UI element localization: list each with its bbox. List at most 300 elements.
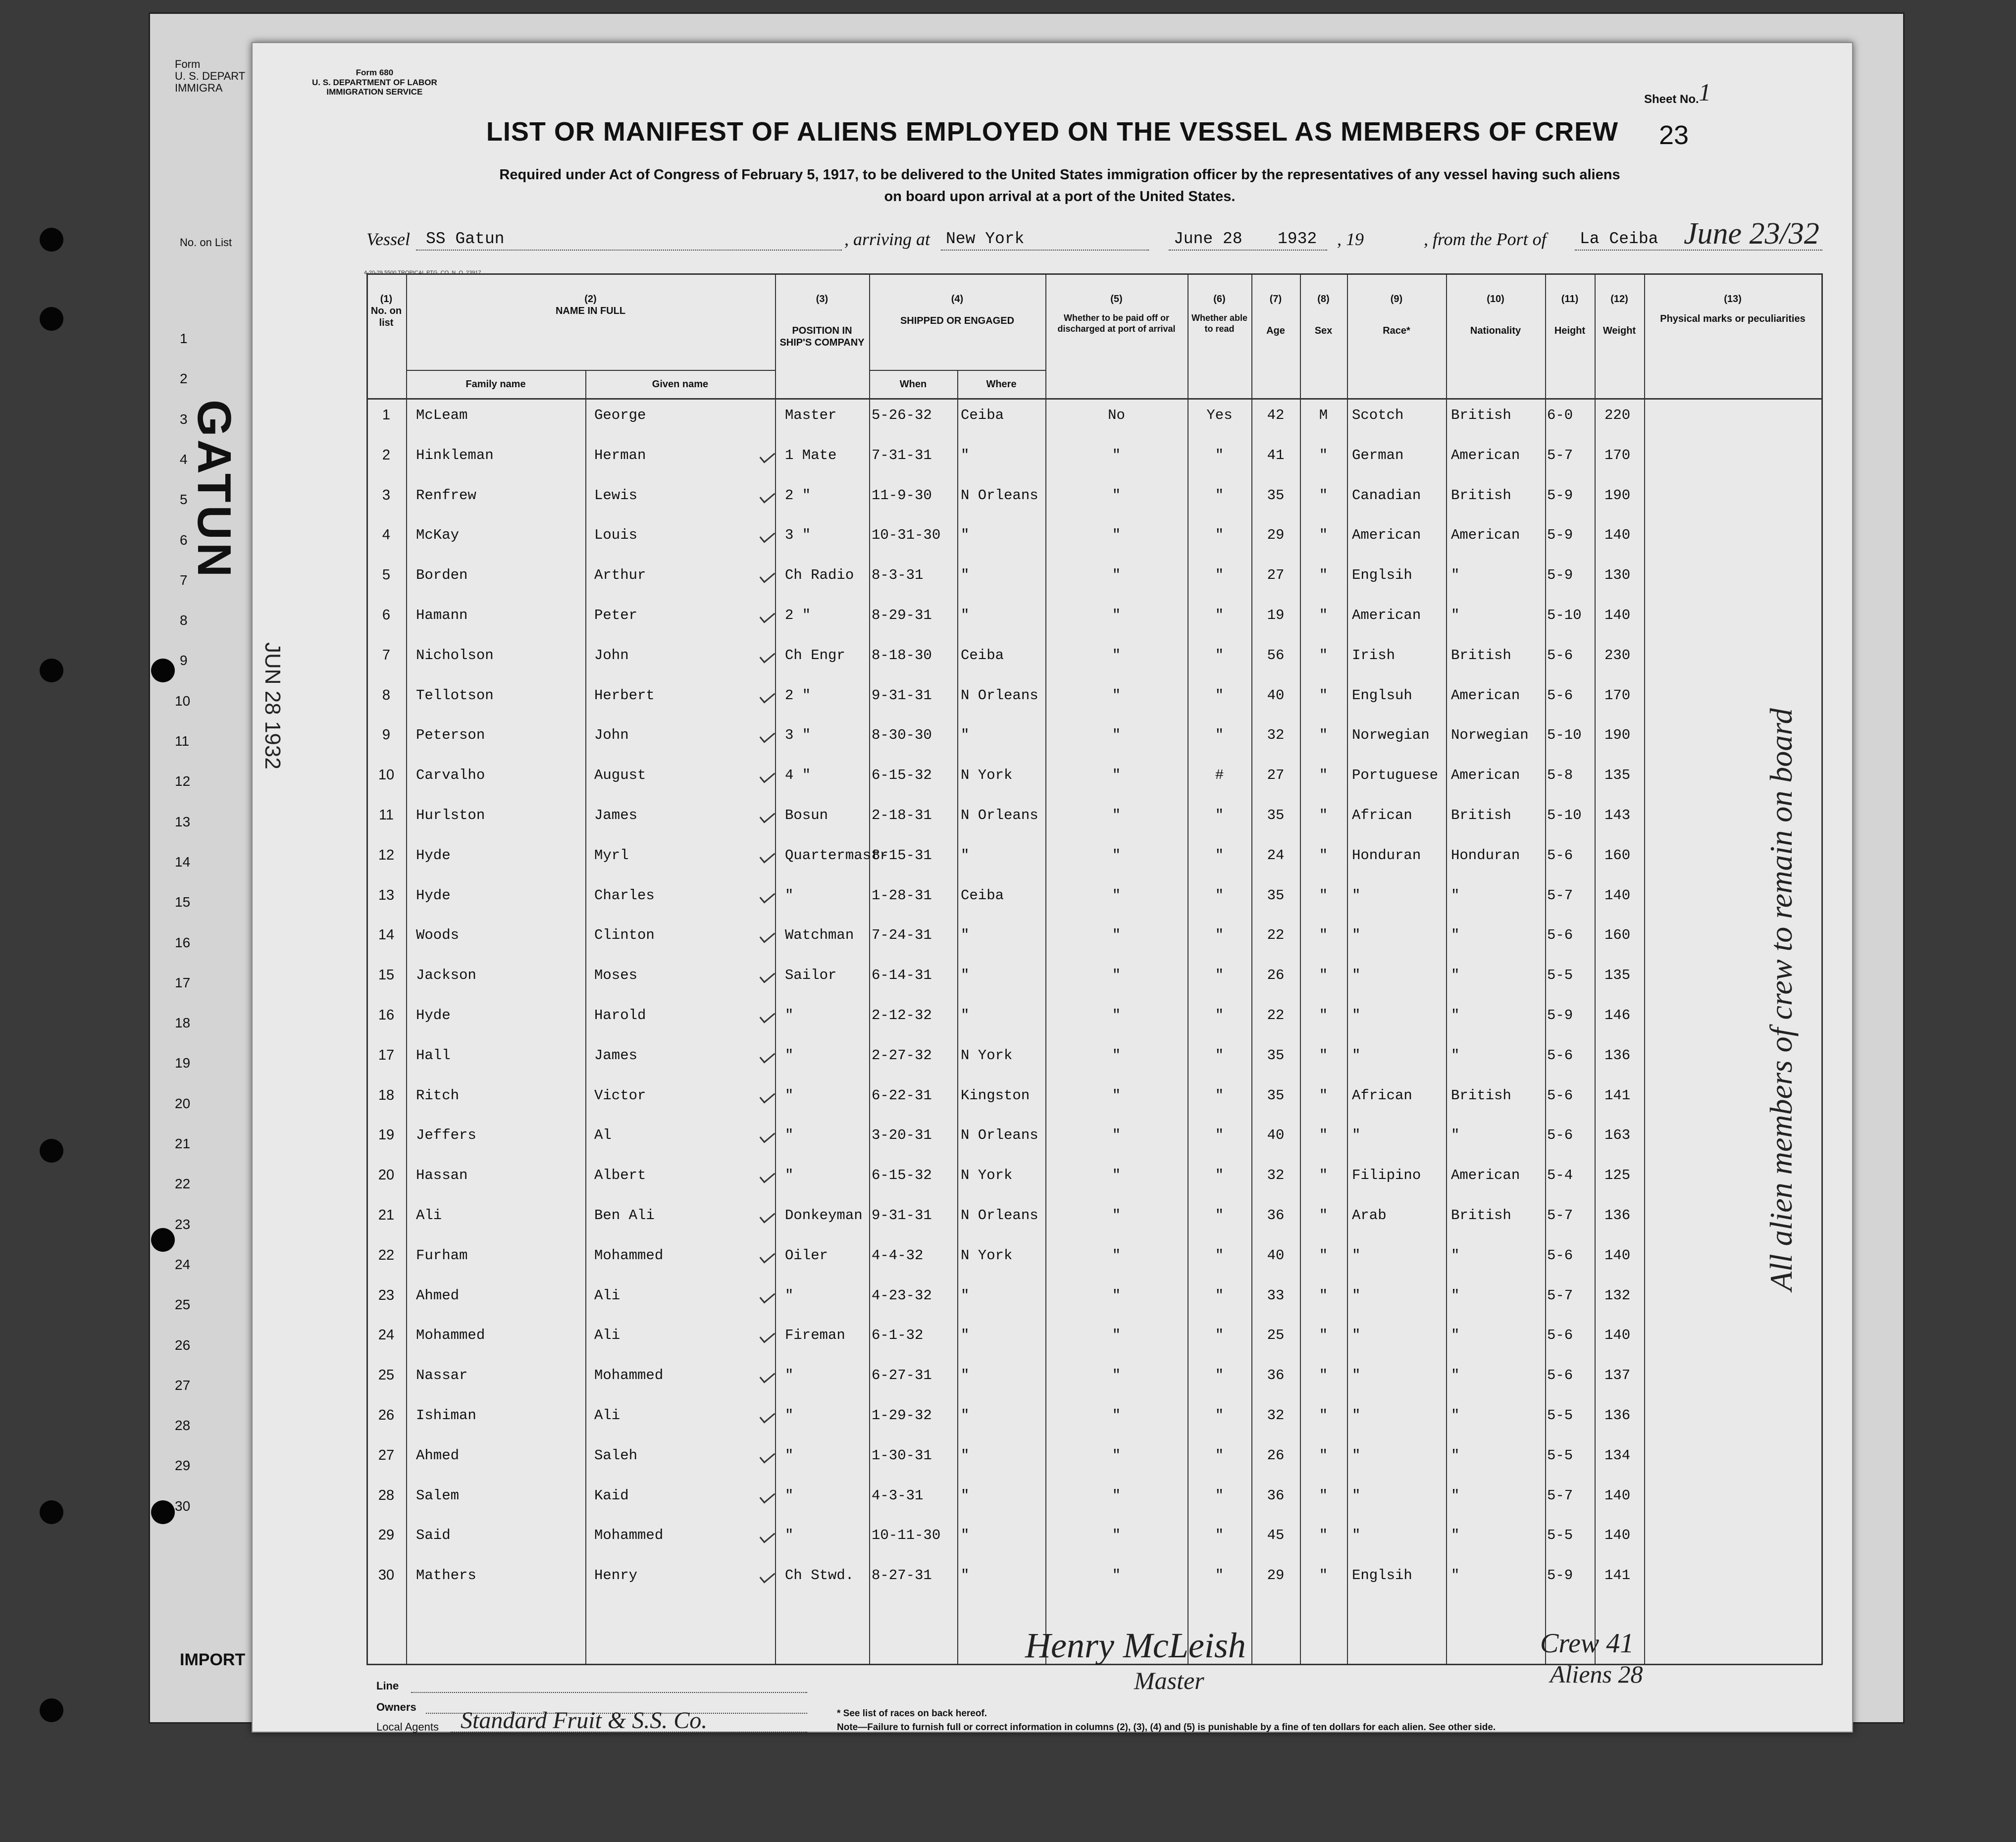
cell-height: 5-6 <box>1547 1367 1573 1384</box>
cell-family: Mohammed <box>416 1327 485 1344</box>
cell-given: Harold <box>594 1007 646 1023</box>
cell-sex: " <box>1319 1247 1328 1264</box>
cell-when: 8-30-30 <box>872 727 932 744</box>
cell-height: 5-6 <box>1547 1127 1573 1144</box>
cell-position: Bosun <box>785 807 828 823</box>
col-line <box>957 370 958 1665</box>
cell-where: " <box>961 1447 970 1464</box>
cell-weight: 135 <box>1604 767 1631 784</box>
check-mark <box>760 1088 775 1103</box>
cell-given: James <box>594 807 638 823</box>
cell-height: 5-8 <box>1547 767 1573 784</box>
cell-no: 27 <box>378 1447 395 1463</box>
cell-paid-off: " <box>1112 1247 1121 1264</box>
col-title-no: No. on list <box>370 306 402 328</box>
cell-given: Mohammed <box>594 1247 664 1264</box>
cell-read: " <box>1215 807 1224 823</box>
col-line <box>775 273 776 1665</box>
check-mark <box>760 648 775 663</box>
col-header-read <box>1188 293 1251 334</box>
col-header-when: When <box>899 379 927 390</box>
cell-read: " <box>1215 847 1224 864</box>
under-line-number: 24 <box>175 1256 191 1272</box>
col-header-given-name: Given name <box>652 379 709 390</box>
cell-race: " <box>1352 1047 1361 1064</box>
handwritten-side-note: All alien members of crew to remain on board <box>1763 708 1799 1291</box>
cell-position: " <box>785 1447 794 1464</box>
cell-given: Arthur <box>594 567 646 584</box>
cell-age: 42 <box>1267 407 1285 423</box>
cell-read: " <box>1215 1167 1224 1184</box>
cell-nationality: " <box>1451 887 1460 904</box>
cell-nationality: " <box>1451 1127 1460 1144</box>
name-subheader-rule <box>406 370 775 371</box>
cell-weight: 136 <box>1604 1047 1631 1064</box>
col-header-age <box>1251 293 1300 337</box>
col-title-physical-marks: Physical marks or peculiarities <box>1660 313 1806 324</box>
cell-position: " <box>785 1287 794 1304</box>
cell-sex: " <box>1319 1447 1328 1464</box>
under-line-number: 16 <box>175 934 191 950</box>
cell-race: " <box>1352 1127 1361 1144</box>
cell-read: " <box>1215 1327 1224 1344</box>
cell-weight: 141 <box>1604 1087 1631 1104</box>
cell-weight: 140 <box>1604 1327 1631 1344</box>
manifest-table <box>366 273 1822 1665</box>
check-mark <box>760 528 775 543</box>
cell-age: 26 <box>1267 967 1285 984</box>
cell-where: " <box>961 1007 970 1023</box>
cell-sex: " <box>1319 567 1328 584</box>
cell-read: " <box>1215 1007 1224 1023</box>
cell-given: Saleh <box>594 1447 638 1464</box>
cell-when: 2-12-32 <box>872 1007 932 1023</box>
under-line-number: 1 <box>180 331 188 346</box>
cell-read: " <box>1215 1247 1224 1264</box>
cell-position: Quartermastr <box>785 847 888 864</box>
cell-when: 1-30-31 <box>872 1447 932 1464</box>
cell-age: 45 <box>1267 1527 1285 1544</box>
form-number: Form 680 <box>356 68 394 77</box>
check-mark <box>760 1569 775 1584</box>
cell-nationality: " <box>1451 1447 1460 1464</box>
cell-weight: 136 <box>1604 1407 1631 1424</box>
arriving-port: New York <box>946 230 1025 248</box>
cell-when: 10-11-30 <box>872 1527 941 1544</box>
under-line-number: 30 <box>175 1498 191 1514</box>
cell-paid-off: " <box>1112 1367 1121 1384</box>
cell-race: " <box>1352 1487 1361 1504</box>
col-header-where: Where <box>986 379 1017 390</box>
cell-height: 5-7 <box>1547 1487 1573 1504</box>
cell-age: 36 <box>1267 1487 1285 1504</box>
col-title-read: Whether able to read <box>1191 313 1248 334</box>
line-label: Line <box>376 1680 399 1692</box>
cell-race: African <box>1352 807 1412 823</box>
check-mark <box>760 1448 775 1463</box>
check-mark <box>760 1369 775 1383</box>
cell-paid-off: " <box>1112 1447 1121 1464</box>
under-line-number: 27 <box>175 1377 191 1393</box>
cell-given: John <box>594 727 629 744</box>
col-title-weight: Weight <box>1602 325 1636 336</box>
cell-weight: 190 <box>1604 727 1631 744</box>
binder-hole <box>40 659 63 682</box>
cell-position: 1 Mate <box>785 447 837 463</box>
cell-weight: 140 <box>1604 527 1631 544</box>
cell-read: Yes <box>1206 407 1233 423</box>
under-line-number: 7 <box>180 572 188 588</box>
cell-sex: " <box>1319 1367 1328 1384</box>
under-line-number: 25 <box>175 1297 191 1313</box>
cell-nationality: American <box>1451 447 1520 463</box>
check-mark <box>760 1488 775 1503</box>
service-name: IMMIGRATION SERVICE <box>326 87 423 97</box>
cell-no: 5 <box>382 567 391 583</box>
cell-nationality: " <box>1451 607 1460 623</box>
cell-no: 4 <box>382 527 391 543</box>
col-header-weight <box>1595 293 1644 337</box>
master-title: Master <box>1134 1667 1204 1694</box>
binder-hole <box>40 1698 63 1722</box>
cell-position: Ch Engr <box>785 647 845 664</box>
cell-when: 6-1-32 <box>872 1327 924 1344</box>
cell-sex: " <box>1319 927 1328 944</box>
cell-read: " <box>1215 1447 1224 1464</box>
col-line <box>1545 273 1546 1665</box>
cell-race: Irish <box>1352 647 1396 664</box>
cell-age: 24 <box>1267 847 1285 864</box>
cell-paid-off: " <box>1112 1007 1121 1023</box>
cell-read: " <box>1215 1127 1224 1144</box>
check-mark <box>760 888 775 903</box>
cell-when: 6-15-32 <box>872 1167 932 1184</box>
cell-where: N Orleans <box>961 1127 1038 1144</box>
cell-sex: " <box>1319 1207 1328 1224</box>
cell-given: Albert <box>594 1167 646 1184</box>
cell-position: Watchman <box>785 927 854 944</box>
check-mark <box>760 728 775 743</box>
cell-when: 4-23-32 <box>872 1287 932 1304</box>
cell-race: Scotch <box>1352 407 1404 423</box>
cell-read: " <box>1215 1407 1224 1424</box>
cell-weight: 125 <box>1604 1167 1631 1184</box>
cell-height: 5-6 <box>1547 1247 1573 1264</box>
cell-when: 2-27-32 <box>872 1047 932 1064</box>
col-number-8: (8) <box>1317 294 1330 305</box>
cell-where: N Orleans <box>961 1207 1038 1224</box>
cell-paid-off: " <box>1112 1327 1121 1344</box>
cell-weight: 160 <box>1604 847 1631 864</box>
cell-paid-off: " <box>1112 567 1121 584</box>
cell-when: 6-15-32 <box>872 767 932 784</box>
cell-family: Mathers <box>416 1567 476 1584</box>
col-title-paid-off: Whether to be paid off or discharged at port of arrival <box>1057 313 1176 334</box>
cell-paid-off: " <box>1112 1567 1121 1584</box>
cell-height: 5-5 <box>1547 1447 1573 1464</box>
cell-position: Donkeyman <box>785 1207 863 1224</box>
cell-sex: " <box>1319 487 1328 504</box>
cell-weight: 140 <box>1604 607 1631 623</box>
cell-read: " <box>1215 727 1224 744</box>
cell-when: 8-15-31 <box>872 847 932 864</box>
cell-when: 4-3-31 <box>872 1487 924 1504</box>
cell-position: " <box>785 1007 794 1023</box>
binder-hole <box>40 1139 63 1163</box>
cell-weight: 130 <box>1604 567 1631 584</box>
col-line <box>406 273 407 1665</box>
cell-age: 35 <box>1267 1047 1285 1064</box>
cell-nationality: British <box>1451 1087 1511 1104</box>
cell-nationality: " <box>1451 1327 1460 1344</box>
cell-race: German <box>1352 447 1404 463</box>
cell-age: 36 <box>1267 1207 1285 1224</box>
cell-where: " <box>961 1487 970 1504</box>
sheet-number-label: Sheet No. <box>1644 93 1699 106</box>
date-suffix-label: , 19 <box>1337 229 1364 249</box>
binder-hole <box>40 307 63 331</box>
cell-weight: 140 <box>1604 1487 1631 1504</box>
cell-sex: " <box>1319 807 1328 823</box>
under-line-number: 8 <box>180 613 188 628</box>
col-header-physical-marks <box>1644 293 1821 325</box>
cell-family: Ahmed <box>416 1447 460 1464</box>
cell-read: " <box>1215 1047 1224 1064</box>
from-port-label: , from the Port of <box>1424 229 1547 249</box>
under-line-number: 29 <box>175 1458 191 1474</box>
cell-nationality: Honduran <box>1451 847 1520 864</box>
cell-paid-off: " <box>1112 887 1121 904</box>
cell-given: Myrl <box>594 847 629 864</box>
check-mark <box>760 969 775 983</box>
under-line-number: 23 <box>175 1216 191 1232</box>
cell-where: " <box>961 1367 970 1384</box>
cell-race: Englsuh <box>1352 687 1412 704</box>
cell-when: 6-14-31 <box>872 967 932 984</box>
cell-read: # <box>1215 767 1224 784</box>
cell-position: Fireman <box>785 1327 845 1344</box>
cell-no: 14 <box>378 927 395 943</box>
cell-family: Ritch <box>416 1087 460 1104</box>
cell-height: 5-7 <box>1547 1207 1573 1224</box>
footer-notes <box>837 1707 1803 1734</box>
cell-where: " <box>961 1567 970 1584</box>
cell-paid-off: " <box>1112 687 1121 704</box>
under-line-number: 6 <box>180 532 188 548</box>
cell-where: N York <box>961 767 1013 784</box>
cell-height: 5-6 <box>1547 927 1573 944</box>
cell-where: N York <box>961 1167 1013 1184</box>
cell-where: " <box>961 727 970 744</box>
cell-family: Furham <box>416 1247 468 1264</box>
cell-given: Herman <box>594 447 646 463</box>
cell-height: 5-6 <box>1547 647 1573 664</box>
cell-height: 5-6 <box>1547 847 1573 864</box>
under-import-label: IMPORT <box>180 1650 246 1669</box>
races-note: * See list of races on back hereof. <box>837 1708 987 1719</box>
cell-height: 5-10 <box>1547 727 1582 744</box>
cell-family: McLeam <box>416 407 468 423</box>
cell-given: Herbert <box>594 687 655 704</box>
cell-sex: " <box>1319 1487 1328 1504</box>
cell-age: 40 <box>1267 1127 1285 1144</box>
cell-read: " <box>1215 607 1224 623</box>
col-title-height: Height <box>1554 325 1586 336</box>
cell-nationality: British <box>1451 647 1511 664</box>
cell-when: 7-31-31 <box>872 447 932 463</box>
cell-read: " <box>1215 1527 1224 1544</box>
check-mark <box>760 1128 775 1143</box>
cell-read: " <box>1215 527 1224 544</box>
cell-no: 25 <box>378 1367 395 1383</box>
check-mark <box>760 848 775 863</box>
col-title-shipped: SHIPPED OR ENGAGED <box>900 315 1015 326</box>
cell-given: August <box>594 767 646 784</box>
cell-race: " <box>1352 927 1361 944</box>
col-line <box>1595 273 1596 1665</box>
table-border-right <box>1821 273 1823 1665</box>
cell-height: 5-6 <box>1547 1327 1573 1344</box>
col-header-position <box>775 293 869 349</box>
cell-nationality: " <box>1451 927 1460 944</box>
cell-race: " <box>1352 1247 1361 1264</box>
cell-race: Arab <box>1352 1207 1387 1224</box>
cell-age: 32 <box>1267 727 1285 744</box>
cell-weight: 160 <box>1604 927 1631 944</box>
cell-height: 5-5 <box>1547 1527 1573 1544</box>
cell-position: 2 " <box>785 687 811 704</box>
cell-no: 30 <box>378 1567 395 1584</box>
cell-weight: 137 <box>1604 1367 1631 1384</box>
cell-nationality: British <box>1451 807 1511 823</box>
cell-height: 5-5 <box>1547 967 1573 984</box>
col-line <box>869 273 870 1665</box>
cell-family: Hinkleman <box>416 447 494 463</box>
cell-when: 4-4-32 <box>872 1247 924 1264</box>
cell-age: 32 <box>1267 1407 1285 1424</box>
master-signature: Henry McLeish <box>1025 1626 1246 1665</box>
cell-height: 5-10 <box>1547 607 1582 623</box>
cell-sex: " <box>1319 887 1328 904</box>
cell-paid-off: " <box>1112 1407 1121 1424</box>
cell-race: Portuguese <box>1352 767 1439 784</box>
under-line-number: 2 <box>180 371 188 387</box>
cell-no: 20 <box>378 1167 395 1183</box>
col-header-sex <box>1300 293 1347 337</box>
cell-family: McKay <box>416 527 460 544</box>
binder-hole <box>151 659 175 682</box>
col-header-shipped <box>869 293 1045 327</box>
cell-read: " <box>1215 967 1224 984</box>
cell-weight: 132 <box>1604 1287 1631 1304</box>
cell-weight: 140 <box>1604 1247 1631 1264</box>
cell-given: Ali <box>594 1287 620 1304</box>
cell-age: 36 <box>1267 1367 1285 1384</box>
cell-nationality: American <box>1451 767 1520 784</box>
cell-sex: M <box>1319 407 1328 423</box>
cell-position: Ch Stwd. <box>785 1567 854 1584</box>
under-line-number: 28 <box>175 1418 191 1433</box>
cell-sex: " <box>1319 447 1328 463</box>
cell-family: Peterson <box>416 727 485 744</box>
cell-no: 21 <box>378 1207 395 1223</box>
under-line-number: 9 <box>180 653 188 668</box>
cell-position: " <box>785 1127 794 1144</box>
cell-read: " <box>1215 927 1224 944</box>
cell-paid-off: " <box>1112 1207 1121 1224</box>
col-number-11: (11) <box>1561 294 1579 305</box>
check-mark <box>760 608 775 623</box>
under-line-number: 22 <box>175 1176 191 1192</box>
cell-given: Victor <box>594 1087 646 1104</box>
cell-sex: " <box>1319 767 1328 784</box>
stamp-date: JUN 28 1932 <box>260 642 285 769</box>
cell-position: " <box>785 1527 794 1544</box>
cell-weight: 140 <box>1604 887 1631 904</box>
cell-weight: 141 <box>1604 1567 1631 1584</box>
cell-nationality: Norwegian <box>1451 727 1529 744</box>
cell-no: 26 <box>378 1407 395 1423</box>
cell-race: Norwegian <box>1352 727 1430 744</box>
cell-family: Borden <box>416 567 468 584</box>
cell-where: " <box>961 927 970 944</box>
cell-sex: " <box>1319 1047 1328 1064</box>
cell-weight: 220 <box>1604 407 1631 423</box>
under-line-number: 26 <box>175 1337 191 1353</box>
col-line <box>1644 273 1645 1665</box>
cell-family: Hall <box>416 1047 451 1064</box>
cell-weight: 170 <box>1604 447 1631 463</box>
cell-age: 35 <box>1267 807 1285 823</box>
cell-weight: 143 <box>1604 807 1631 823</box>
cell-where: N York <box>961 1047 1013 1064</box>
cell-weight: 170 <box>1604 687 1631 704</box>
cell-given: Louis <box>594 527 638 544</box>
cell-height: 5-5 <box>1547 1407 1573 1424</box>
vessel-underline <box>416 250 842 251</box>
from-port: La Ceiba <box>1580 230 1658 248</box>
cell-where: Kingston <box>961 1087 1030 1104</box>
crew-count: Crew 41 <box>1540 1628 1634 1659</box>
cell-position: 2 " <box>785 487 811 504</box>
cell-race: " <box>1352 967 1361 984</box>
check-mark <box>760 568 775 583</box>
cell-race: American <box>1352 607 1421 623</box>
cell-age: 27 <box>1267 567 1285 584</box>
cell-no: 7 <box>382 647 391 663</box>
cell-paid-off: " <box>1112 447 1121 463</box>
cell-where: Ceiba <box>961 647 1004 664</box>
cell-race: " <box>1352 1327 1361 1344</box>
cell-where: N Orleans <box>961 487 1038 504</box>
col-number-6: (6) <box>1213 294 1226 305</box>
cell-age: 41 <box>1267 447 1285 463</box>
cell-position: Master <box>785 407 837 423</box>
under-line-number: 12 <box>175 773 191 789</box>
cell-race: Honduran <box>1352 847 1421 864</box>
cell-when: 8-3-31 <box>872 567 924 584</box>
page-number: 23 <box>1659 120 1689 150</box>
cell-where: " <box>961 607 970 623</box>
arrival-year: 1932 <box>1278 230 1317 248</box>
cell-paid-off: " <box>1112 847 1121 864</box>
cell-age: 40 <box>1267 687 1285 704</box>
cell-position: " <box>785 1167 794 1184</box>
cell-paid-off: " <box>1112 487 1121 504</box>
under-line-number: 19 <box>175 1055 191 1071</box>
col-number-1: (1) <box>380 294 393 305</box>
cell-sex: " <box>1319 1127 1328 1144</box>
